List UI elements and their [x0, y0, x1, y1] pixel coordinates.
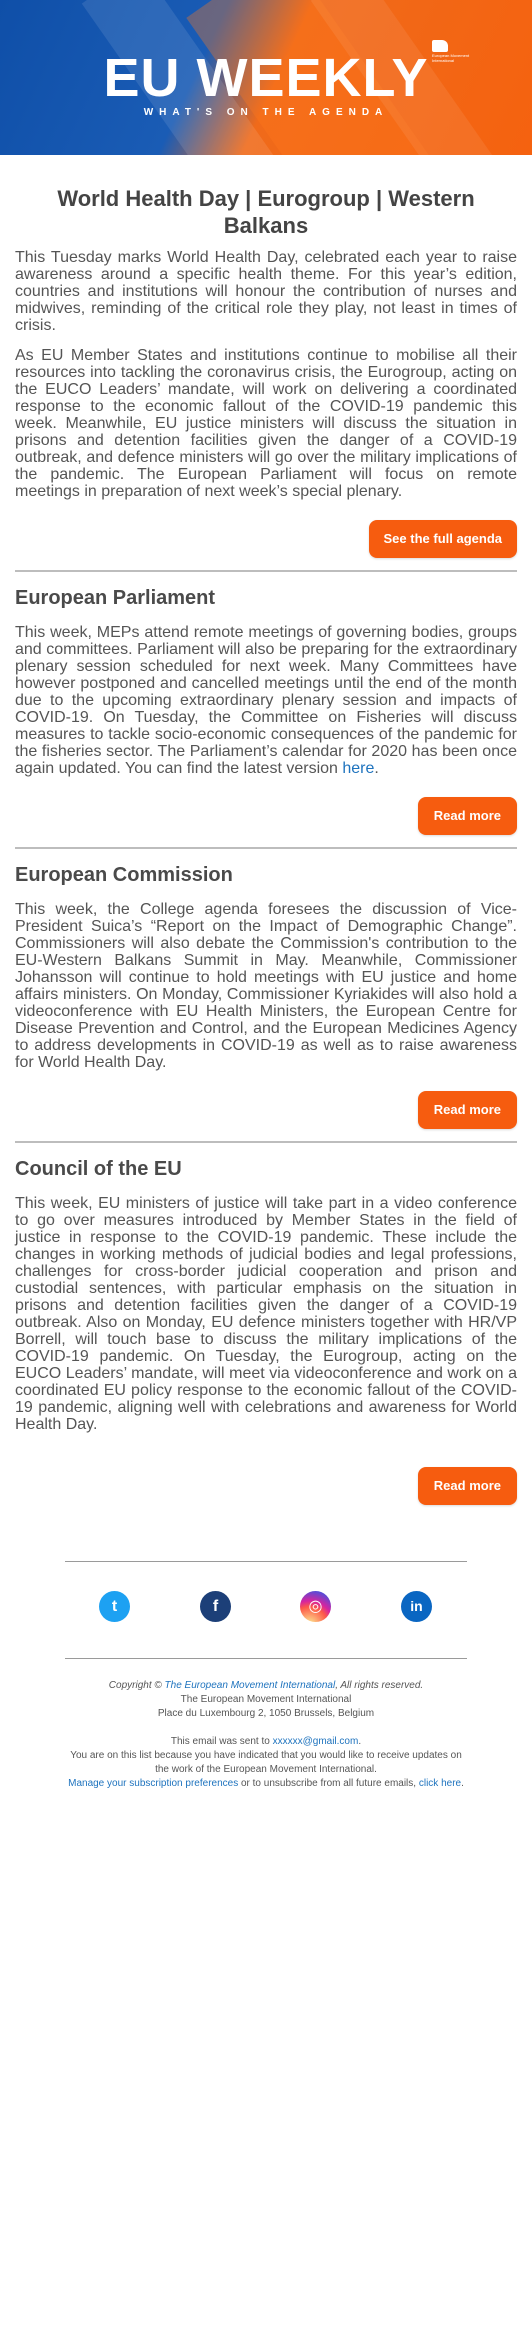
parliament-text [15, 624, 517, 777]
read-more-button-council[interactable]: Read more [418, 1467, 517, 1505]
section-title-commission: European Commission [15, 864, 233, 886]
sent-to-line [0, 1735, 532, 1749]
manage-preferences-link[interactable]: Manage your subscription preferences [68, 1778, 239, 1789]
linkedin-icon[interactable]: in [401, 1591, 432, 1622]
section-title-council: Council of the EU [15, 1158, 182, 1180]
sent-prefix: This email was sent to [170, 1736, 273, 1747]
parliament-text-end: . [374, 760, 379, 777]
main-content [0, 185, 532, 1505]
header-banner [0, 0, 532, 155]
instagram-icon[interactable]: ◎ [300, 1591, 331, 1622]
copyright-link[interactable]: The European Movement International [164, 1680, 336, 1691]
intro-paragraph: This Tuesday marks World Health Day, celebrated each year to raise awareness around a specific health theme. For this year’s edition, countries and institutions will honour the contribution of nurses and midwives, reminding of the critical role they play, not least in times of crisis. [15, 249, 517, 334]
section-title-parliament: European Parliament [15, 587, 216, 609]
unsubscribe-link[interactable]: click here [418, 1778, 462, 1789]
recipient-email-link[interactable]: xxxxxx@gmail.com [272, 1736, 359, 1747]
facebook-icon[interactable]: f [200, 1591, 231, 1622]
commission-text: This week, the College agenda foresees the discussion of Vice-President Suica’s “Report on the Impact of Demographic Change”. Commissioners will also debate the Commission's contribution to the EU-Western Balkans Summit in May. Meanwhile, Commissioner Johansson will continue to hold meetings with EU justice and home affairs ministers. On Monday, Commissioner Kyriakides will also hold a videoconference with EU Health Ministers, the European Centre for Disease Prevention and Control, and the European Medicines Agency to address developments in COVID-19 as well as to raise awareness for World Health Day. [15, 901, 517, 1071]
logo-flag-icon [432, 40, 448, 52]
copyright-line [0, 1679, 532, 1693]
parliament-text-body: This week, MEPs attend remote meetings of governing bodies, groups and committees. Parliament will also be preparing for the extraordinary plenary session scheduled for next week. Many Committees have however postponed and cancelled meetings until the end of the month due to the upcoming extraordinary plenary session and impacts of COVID-19. On Tuesday, the Committee on Fisheries will discuss measures to tackle socio-economic consequences of the pandemic for the fisheries sector. The Parliament’s calendar for 2020 has been once again updated. You can find the latest version [15, 624, 517, 777]
social-links [65, 1562, 467, 1658]
section-divider [15, 570, 517, 572]
unsubscribe-end: . [461, 1778, 464, 1789]
footer [0, 1561, 532, 1791]
read-more-button-parliament[interactable]: Read more [418, 797, 517, 835]
unsubscribe-line [0, 1777, 532, 1791]
copyright-suffix: , All rights reserved. [335, 1680, 424, 1691]
read-more-button-commission[interactable]: Read more [418, 1091, 517, 1129]
section-divider [15, 847, 517, 849]
twitter-icon[interactable]: t [99, 1591, 130, 1622]
see-full-agenda-button[interactable]: See the full agenda [369, 520, 517, 558]
copyright-prefix: Copyright © [108, 1680, 162, 1691]
reason-line: the work of the European Movement International. [155, 1764, 377, 1775]
here-link[interactable]: here [342, 760, 375, 777]
newsletter-subtitle: WHAT'S ON THE AGENDA [143, 107, 389, 118]
section-divider [15, 1141, 517, 1143]
logo-text: European Movement International [432, 53, 470, 63]
footer-divider [65, 1658, 467, 1659]
reason-line: You are on this list because you have indicated that you would like to receive updates on [70, 1750, 462, 1761]
council-text: This week, EU ministers of justice will take part in a video conference to go over measures introduced by Member States in the field of justice in response to the COVID-19 pandemic. These include the changes in working methods of judicial bodies and legal professions, challenges for cross-border judicial cooperation and prison and custodial sentences, with particular emphasis on the situation in prisons and detention facilities given the danger of a COVID-19 outbreak. Also on Monday, EU defence ministers together with HR/VP Borrell, will touch base to discuss the military implications of the COVID-19 pandemic. On Tuesday, the Eurogroup, acting on the EUCO Leaders’ mandate, will meet via videoconference and work on a coordinated EU policy response to the economic fallout of the COVID-19 pandemic, aligning well with celebrations and awareness for World Health Day. [15, 1195, 517, 1433]
org-address: Place du Luxembourg 2, 1050 Brussels, Belgium [157, 1708, 375, 1719]
unsubscribe-text: or to unsubscribe from all future emails, [238, 1778, 419, 1789]
org-name: The European Movement International [180, 1694, 352, 1705]
intro-paragraph: As EU Member States and institutions continue to mobilise all their resources into tackling the coronavirus crisis, the Eurogroup, acting on the EUCO Leaders’ mandate, will work on delivering a coordinated response to the economic fallout of the COVID-19 pandemic this week. Meanwhile, EU justice ministers will discuss the situation in prisons and detention facilities given the danger of a COVID-19 outbreak, and defence ministers will go over the military implications of the pandemic. The European Parliament will focus on remote meetings in preparation of next week’s special plenary. [15, 347, 517, 500]
emi-logo [432, 40, 470, 63]
newsletter-title: EU WEEKLY [103, 48, 429, 108]
sent-suffix: . [358, 1736, 362, 1747]
page-title: World Health Day | Eurogroup | Western Balkans [57, 186, 475, 238]
